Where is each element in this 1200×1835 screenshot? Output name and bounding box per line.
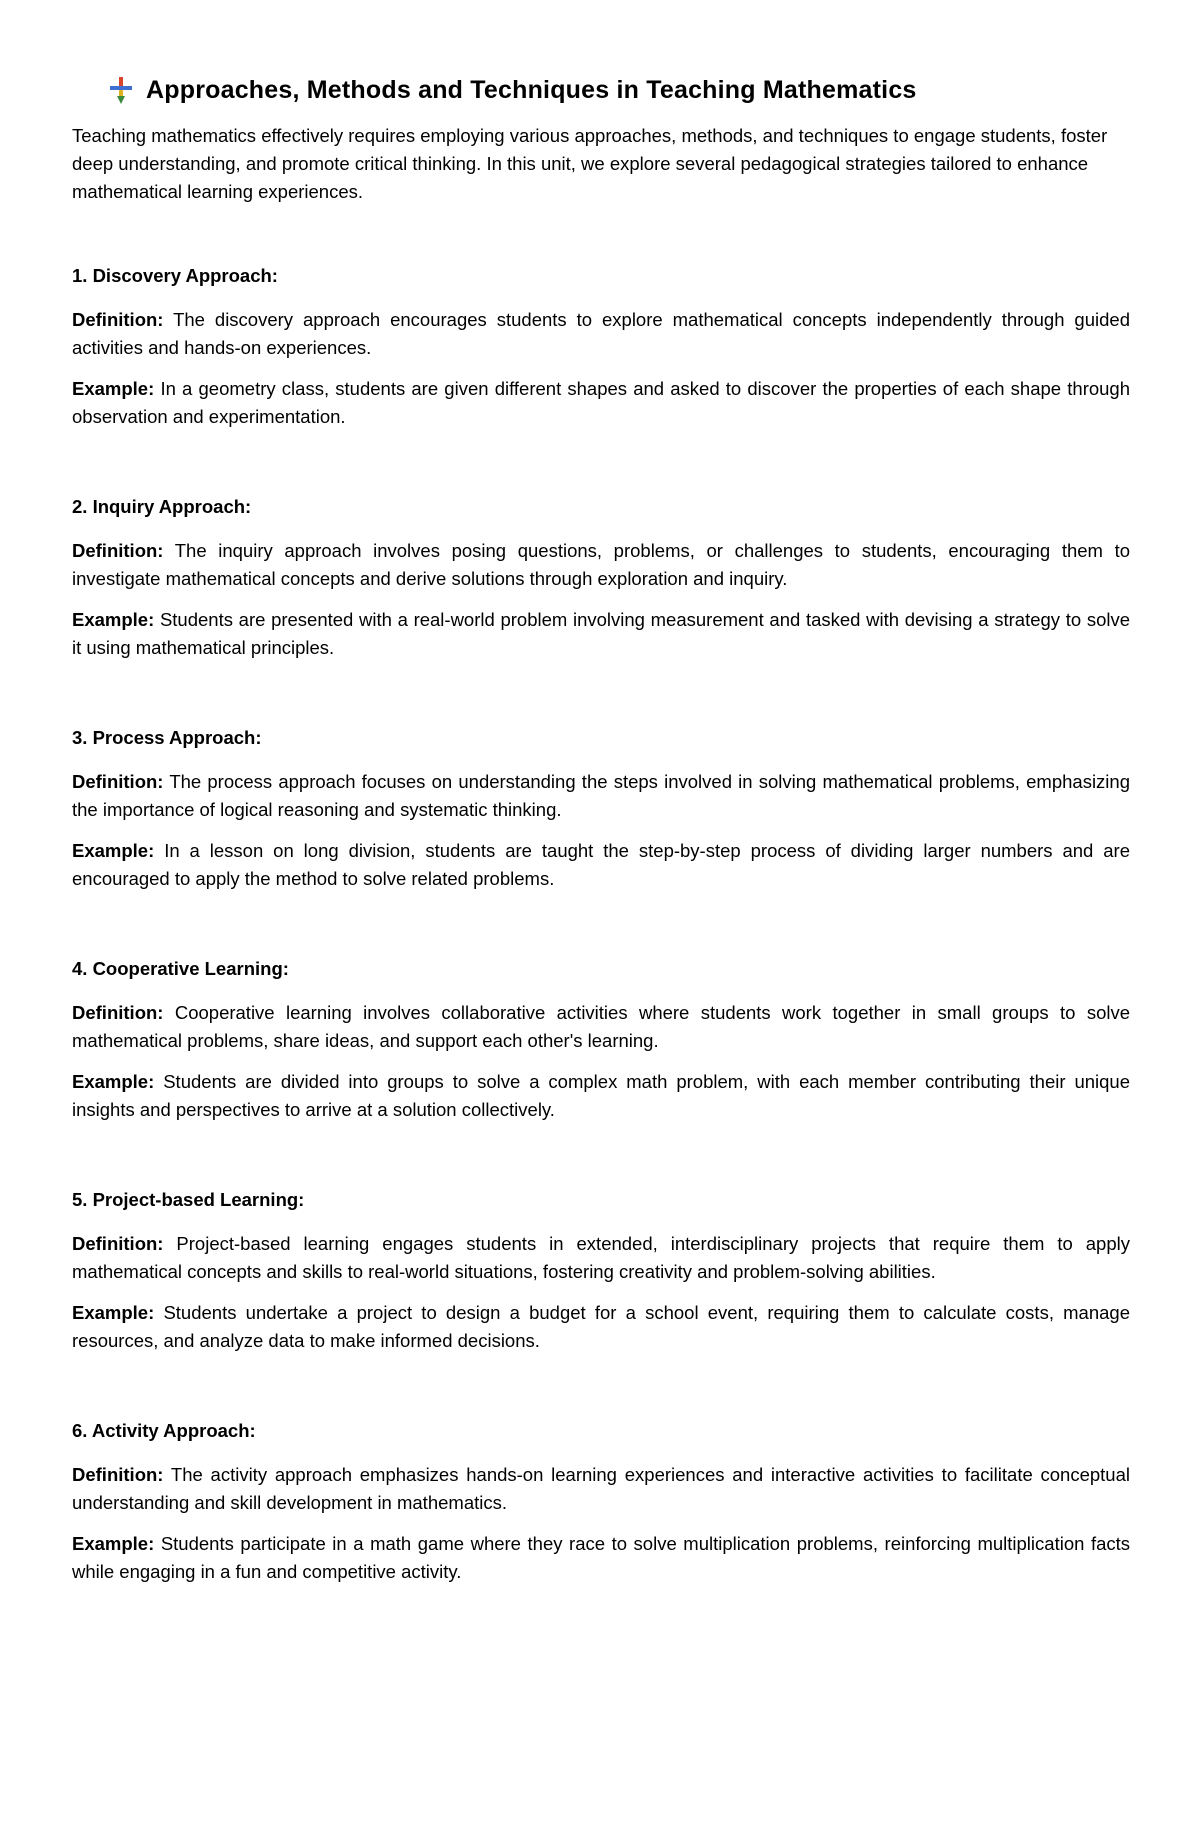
definition-text: The inquiry approach involves posing questions, problems, or challenges to students, encouraging them to investigate mathematical concepts and derive solutions through exploration and inquiry.	[72, 540, 1131, 589]
definition-label: Definition:	[72, 1002, 164, 1023]
definition-text: The activity approach emphasizes hands-on learning experiences and interactive activities to facilitate conceptual understanding and skill development in mathematics.	[72, 1464, 1130, 1513]
section-project-based	[72, 1188, 1130, 1355]
definition-text: Project-based learning engages students in extended, interdisciplinary projects that require them to apply mathematical concepts and skills to real-world situations, fostering creativity and problem-solving abilities.	[72, 1233, 1130, 1282]
definition-text: The discovery approach encourages students to explore mathematical concepts independently through guided activities and hands-on experiences.	[72, 309, 1130, 358]
definition-paragraph	[72, 768, 1130, 824]
example-label: Example:	[72, 378, 155, 399]
section-heading: 3. Process Approach:	[72, 727, 262, 748]
pushpin-icon	[106, 75, 136, 105]
example-paragraph	[72, 1068, 1130, 1124]
definition-paragraph	[72, 537, 1130, 593]
definition-paragraph	[72, 1461, 1130, 1517]
section-heading: 5. Project-based Learning:	[72, 1189, 305, 1210]
example-label: Example:	[72, 609, 155, 630]
section-discovery	[72, 264, 1130, 431]
example-label: Example:	[72, 840, 155, 861]
example-paragraph	[72, 1299, 1130, 1355]
definition-label: Definition:	[72, 1233, 164, 1254]
section-heading: 4. Cooperative Learning:	[72, 958, 289, 979]
title-row	[106, 70, 1130, 110]
definition-label: Definition:	[72, 309, 164, 330]
section-heading: 1. Discovery Approach:	[72, 265, 278, 286]
example-paragraph	[72, 837, 1130, 893]
section-cooperative	[72, 957, 1130, 1124]
example-label: Example:	[72, 1533, 155, 1554]
section-heading: 2. Inquiry Approach:	[72, 496, 252, 517]
section-process	[72, 726, 1130, 893]
example-label: Example:	[72, 1071, 155, 1092]
intro-paragraph: Teaching mathematics effectively requires employing various approaches, methods, and techniques to engage students, foster deep understanding, and promote critical thinking. In this unit, we explore several pedagogical strategies tailored to enhance mathematical learning experiences.	[72, 125, 1108, 202]
example-label: Example:	[72, 1302, 155, 1323]
example-text: Students are divided into groups to solve a complex math problem, with each member contributing their unique insights and perspectives to arrive at a solution collectively.	[72, 1071, 1131, 1120]
definition-text: The process approach focuses on understanding the steps involved in solving mathematical problems, emphasizing the importance of logical reasoning and systematic thinking.	[72, 771, 1130, 820]
example-text: Students are presented with a real-world problem involving measurement and tasked with devising a strategy to solve it using mathematical principles.	[72, 609, 1131, 658]
section-heading: 6. Activity Approach:	[72, 1420, 256, 1441]
example-text: In a geometry class, students are given different shapes and asked to discover the properties of each shape through observation and experimentation.	[72, 378, 1131, 427]
page-title: Approaches, Methods and Techniques in Teaching Mathematics	[146, 75, 917, 104]
definition-text: Cooperative learning involves collaborative activities where students work together in small groups to solve mathematical problems, share ideas, and support each other's learning.	[72, 1002, 1131, 1051]
definition-paragraph	[72, 1230, 1130, 1286]
example-text: In a lesson on long division, students are taught the step-by-step process of dividing larger numbers and are encouraged to apply the method to solve related problems.	[72, 840, 1131, 889]
definition-label: Definition:	[72, 771, 164, 792]
definition-paragraph	[72, 306, 1130, 362]
section-inquiry	[72, 495, 1130, 662]
definition-label: Definition:	[72, 1464, 164, 1485]
definition-label: Definition:	[72, 540, 164, 561]
example-text: Students undertake a project to design a budget for a school event, requiring them to calculate costs, manage resources, and analyze data to make informed decisions.	[72, 1302, 1130, 1351]
example-paragraph	[72, 1530, 1130, 1586]
example-paragraph	[72, 606, 1130, 662]
example-text: Students participate in a math game where they race to solve multiplication problems, reinforcing multiplication facts while engaging in a fun and competitive activity.	[72, 1533, 1131, 1582]
example-paragraph	[72, 375, 1130, 431]
section-activity	[72, 1419, 1130, 1586]
definition-paragraph	[72, 999, 1130, 1055]
